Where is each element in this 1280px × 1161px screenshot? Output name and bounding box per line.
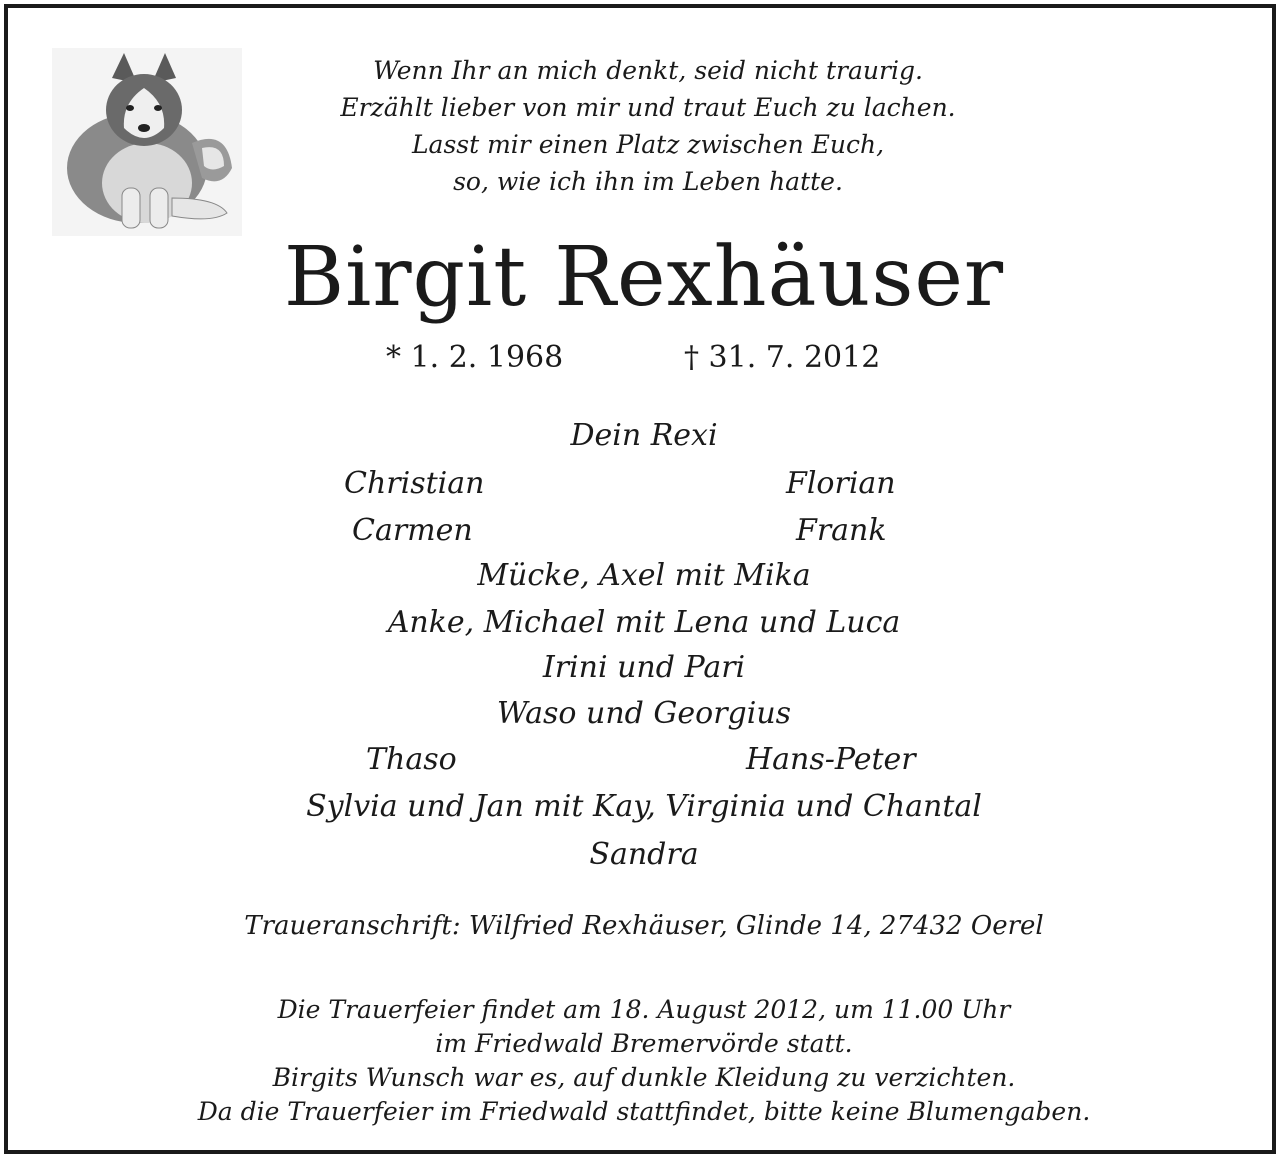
verse-line: Lasst mir einen Platz zwischen Euch,	[411, 130, 885, 159]
mourner-line: Irini und Pari	[542, 650, 746, 685]
notice-line: Birgits Wunsch war es, auf dunkle Kleidung zu verzichten.	[272, 1063, 1016, 1092]
verse-line: Erzählt lieber von mir und traut Euch zu lachen.	[340, 93, 956, 122]
mourner-name: Frank	[796, 513, 887, 548]
mourner-line: Mücke, Axel mit Mika	[477, 558, 811, 593]
notice-line: Da die Trauerfeier im Friedwald stattfindet, bitte keine Blumengaben.	[197, 1097, 1091, 1126]
mourner-name: Hans-Peter	[746, 742, 916, 777]
mourning-address: Traueranschrift: Wilfried Rexhäuser, Glinde 14, 27432 Oerel	[244, 911, 1044, 941]
death-date: † 31. 7. 2012	[684, 340, 881, 375]
verse-block	[258, 52, 1038, 200]
mourner-name: Thaso	[366, 742, 457, 777]
mourner-line: Anke, Michael mit Lena und Luca	[387, 605, 901, 640]
birth-date: * 1. 2. 1968	[386, 340, 564, 375]
deceased-name: Birgit Rexhäuser	[283, 230, 1005, 325]
mourner-line: Dein Rexi	[570, 418, 718, 453]
verse-line: so, wie ich ihn im Leben hatte.	[453, 167, 843, 196]
mourner-line: Sandra	[589, 837, 699, 872]
mourner-line: Waso und Georgius	[496, 696, 792, 731]
mourner-name: Florian	[786, 466, 896, 501]
obituary-frame	[4, 4, 1276, 1154]
mourner-line: Sylvia und Jan mit Kay, Virginia und Chantal	[306, 789, 982, 824]
notice-line: Die Trauerfeier findet am 18. August 2012, um 11.00 Uhr	[277, 995, 1011, 1024]
funeral-notice	[8, 993, 1280, 1129]
mourner-name: Carmen	[352, 513, 473, 548]
husky-dog-illustration	[52, 48, 242, 236]
notice-line: im Friedwald Bremervörde statt.	[435, 1029, 853, 1058]
mourner-name: Christian	[344, 466, 485, 501]
verse-line: Wenn Ihr an mich denkt, seid nicht traurig.	[373, 56, 923, 85]
